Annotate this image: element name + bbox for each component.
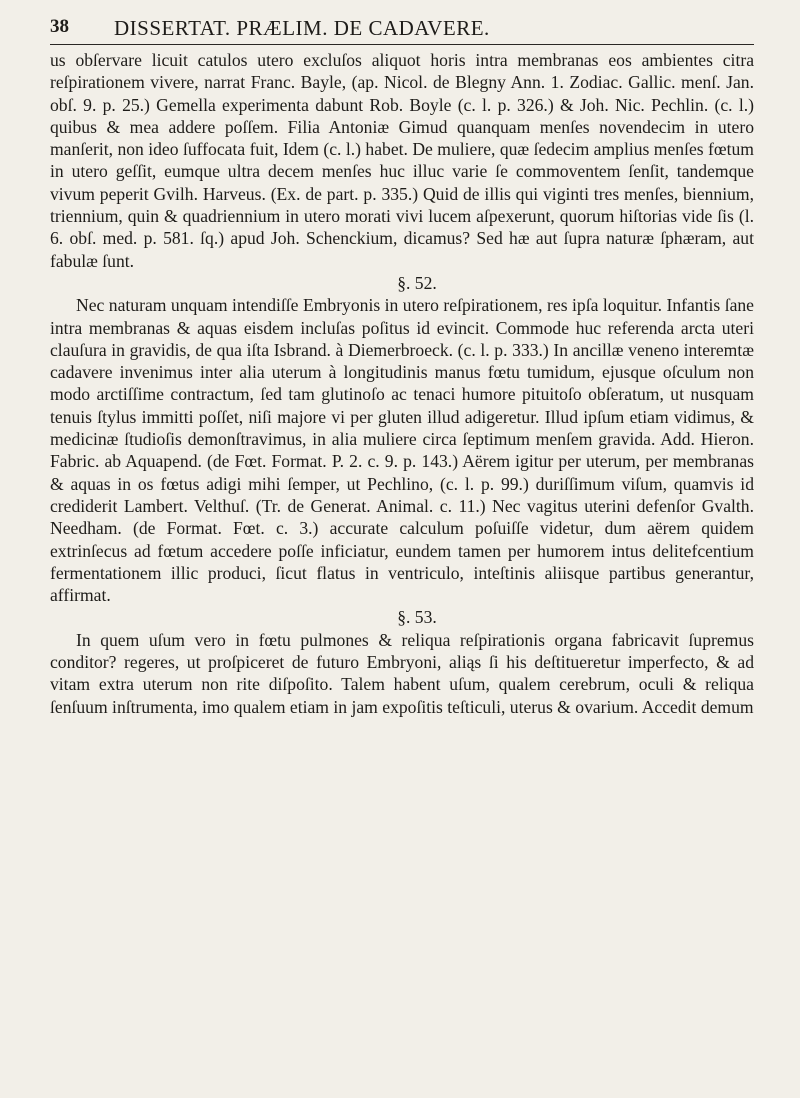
running-title: DISSERTAT. PRÆLIM. DE CADAVERE. [114,16,490,40]
paragraph-section-53: In quem uſum vero in fœtu pulmones & reliqua reſpirationis organa fabricavit ſupremus conditor? regeres, ut proſpiceret de futuro Embryoni, aliąs ſi his deſtitueretur imperfecto, & ad vitam extra uterum non rite diſpoſito. Talem habent uſum, qualem cerebrum, oculi & reliqua ſenſuum inſtrumenta, imo qualem etiam in jam expoſitis teſticuli, uterus & ovarium. Accedit demum [50,629,754,717]
paragraph-section-52: Nec naturam unquam intendiſſe Embryonis in utero reſpirationem, res ipſa loquitur. Infantis ſane intra membranas & aquas eisdem incluſas poſitus id evincit. Commode huc referenda arcta uteri clauſura in gravidis, de qua iſta Isbrand. à Diemerbroeck. (c. l. p. 333.) In ancillæ veneno interemtæ cadavere invenimus inter alia uterum à longitudinis manus fœtu tumidum, ejusque oſculum non modo arctiſſime contractum, ſed tam glutinoſo ac tenaci humore pituitoſo obſeratum, ut nusquam tenuis ſtylus immitti poſſet, niſi majore vi per gluten illud adigeretur. Illud ipſum etiam vidimus, & medicinæ ſtudioſis demonſtravimus, in alia muliere circa ſeptimum menſem gravida. Add. Hieron. Fabric. ab Aquapend. (de Fœt. Format. P. 2. c. 9. p. 143.) Aërem igitur per uterum, per membranas & aquas in os fœtus adigi mihi ſemper, ut Pechlino, (c. l. p. 99.) duriſſimum viſum, quamvis id crediderit Lambert. Velthuſ. (Tr. de Generat. Animal. c. 11.) Nec vagitus uterini defenſor Gvalth. Needham. (de Format. Fœt. c. 3.) accurate calculum poſuiſſe videtur, dum aërem quidem extrinſecus ad fœtum accedere poſſe inficiatur, eundem tamen per humorem intus delitefcentium fermentationem illic produci, ſicut flatus in ventriculo, inteſtinis aliisque partibus generantur, affirmat. [50,295,754,606]
page-header [50,8,754,45]
section-heading-53: §. 53. [397,607,437,628]
body-text [50,49,754,718]
paragraph-opening: us obſervare licuit catulos utero excluſos aliquot horis intra membranas eos ambientes citra reſpirationem vivere, narrat Franc. Bayle, (ap. Nicol. de Blegny Ann. 1. Zodiac. Gallic. menſ. Jan. obſ. 9. p. 25.) Gemella experimenta dabunt Rob. Boyle (c. l. p. 326.) & Joh. Nic. Pechlin. (c. l.) quibus & mea addere poſſem. Filia Antoniæ Gimud quanquam menſes novendecim in utero manſerit, non ideo ſuffocata fuit, Idem (c. l.) habet. De muliere, quæ ſedecim amplius menſes fœtum in utero geſſit, eumque ultra decem menſes huc illuc varie ſe commoventem ſenſit, tandemque vivum peperit Gvilh. Harveus. (Ex. de part. p. 335.) Quid de illis qui viginti tres menſes, biennium, triennium, quin & quadriennium in utero morati vivi lucem aſpexerunt, quorum hiſtorias vide ſis (l. 6. obſ. med. p. 581. ſq.) apud Joh. Schenckium, dicamus? Sed hæ aut ſupra naturæ ſphæram, aut fabulæ ſunt. [50,50,754,271]
section-heading-52: §. 52. [397,272,437,293]
page-number: 38 [50,16,69,37]
